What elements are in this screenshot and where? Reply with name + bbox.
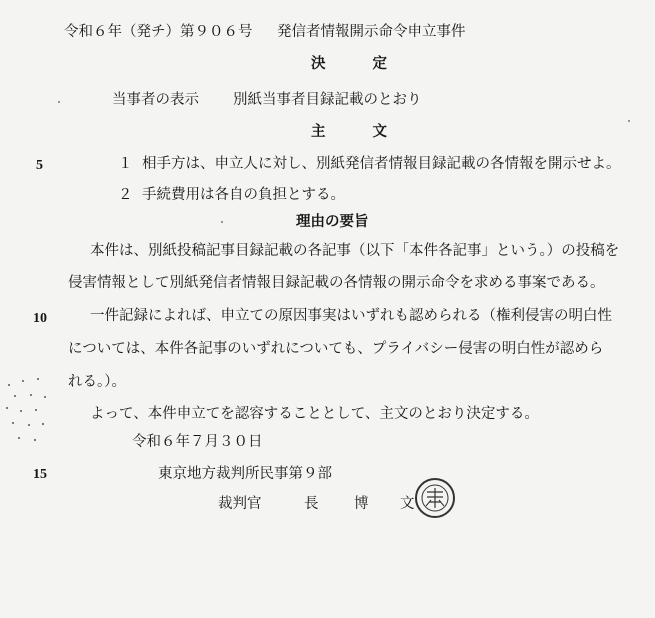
court-seal-stamp <box>415 478 455 518</box>
judge-name-part: 文 <box>400 496 415 512</box>
reasons-heading: 理由の要旨 <box>296 213 369 230</box>
court-name: 東京地方裁判所民事第９部 <box>158 466 332 482</box>
judge-name-part: 博 <box>354 496 369 512</box>
main-item-1-number: １ <box>118 156 133 172</box>
line-number-15: 15 <box>33 467 47 482</box>
decision-date: 令和６年７月３０日 <box>132 434 263 450</box>
main-item-2-number: ２ <box>118 187 133 203</box>
main-item-1-text: 相手方は、申立人に対し、別紙発信者情報目録記載の各情報を開示せよ。 <box>142 156 621 172</box>
line-number-10: 10 <box>33 311 47 326</box>
judge-name-part: 長 <box>304 496 319 512</box>
case-name: 発信者情報開示命令申立事件 <box>277 24 466 40</box>
reasons-line: については、本件各記事のいずれについても、プライバシー侵害の明白性が認めら <box>68 341 604 357</box>
case-number: 令和６年（発チ）第９０６号 <box>64 24 253 40</box>
decision-heading: 決 定 <box>311 55 393 72</box>
reasons-line: 本件は、別紙投稿記事目録記載の各記事（以下「本件各記事」という。）の投稿を <box>90 243 620 259</box>
line-number-5: 5 <box>36 158 43 173</box>
reasons-line: 一件記録によれば、申立ての原因事実はいずれも認められる（権利侵害の明白性 <box>90 308 612 324</box>
parties-label: 当事者の表示 <box>112 92 199 108</box>
main-text-heading: 主 文 <box>311 123 393 140</box>
reasons-line: 侵害情報として別紙発信者情報目録記載の各情報の開示命令を求める事案である。 <box>68 275 605 291</box>
judge-title: 裁判官 <box>218 496 262 512</box>
parties-value: 別紙当事者目録記載のとおり <box>233 92 422 108</box>
seal-icon <box>417 480 453 516</box>
reasons-line: れる。）。 <box>68 374 126 390</box>
reasons-line: よって、本件申立てを認容することとして、主文のとおり決定する。 <box>90 406 539 422</box>
main-item-2-text: 手続費用は各自の負担とする。 <box>142 187 345 203</box>
